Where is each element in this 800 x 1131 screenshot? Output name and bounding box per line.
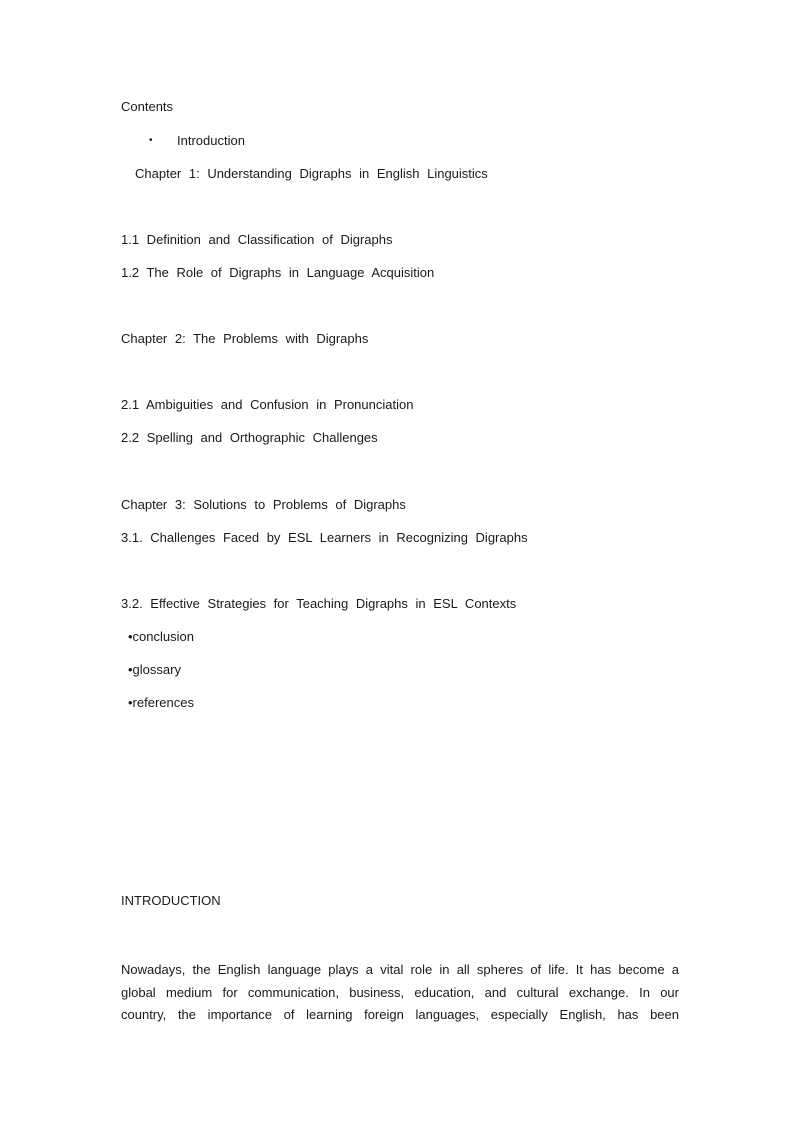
introduction-heading: INTRODUCTION — [121, 893, 221, 908]
paragraph-line: Nowadays, the English language plays a vital role in all spheres of life. It has become a — [121, 962, 679, 977]
toc-glossary: •glossary — [128, 662, 181, 677]
toc-introduction: Introduction — [177, 133, 245, 148]
toc-conclusion: •conclusion — [128, 629, 194, 644]
toc-references: •references — [128, 695, 194, 710]
toc-chapter-2: Chapter 2: The Problems with Digraphs — [121, 331, 369, 346]
toc-item-1-1: 1.1 Definition and Classification of Digraphs — [121, 232, 393, 247]
toc-item-3-2: 3.2. Effective Strategies for Teaching Digraphs in ESL Contexts — [121, 596, 517, 611]
bullet-icon: • — [149, 135, 153, 146]
paragraph-line: country, the importance of learning foreign languages, especially English, has been — [121, 1007, 679, 1022]
toc-item-2-2: 2.2 Spelling and Orthographic Challenges — [121, 430, 378, 445]
paragraph-line: global medium for communication, business, education, and cultural exchange. In our — [121, 984, 679, 1000]
toc-item-3-1: 3.1. Challenges Faced by ESL Learners in Recognizing Digraphs — [121, 530, 528, 545]
toc-chapter-3: Chapter 3: Solutions to Problems of Digraphs — [121, 497, 406, 512]
toc-chapter-1: Chapter 1: Understanding Digraphs in English Linguistics — [135, 166, 488, 181]
toc-item-1-2: 1.2 The Role of Digraphs in Language Acquisition — [121, 265, 435, 280]
contents-heading: Contents — [121, 99, 174, 114]
toc-item-2-1: 2.1 Ambiguities and Confusion in Pronunciation — [121, 397, 414, 412]
introduction-paragraph — [121, 959, 679, 1027]
